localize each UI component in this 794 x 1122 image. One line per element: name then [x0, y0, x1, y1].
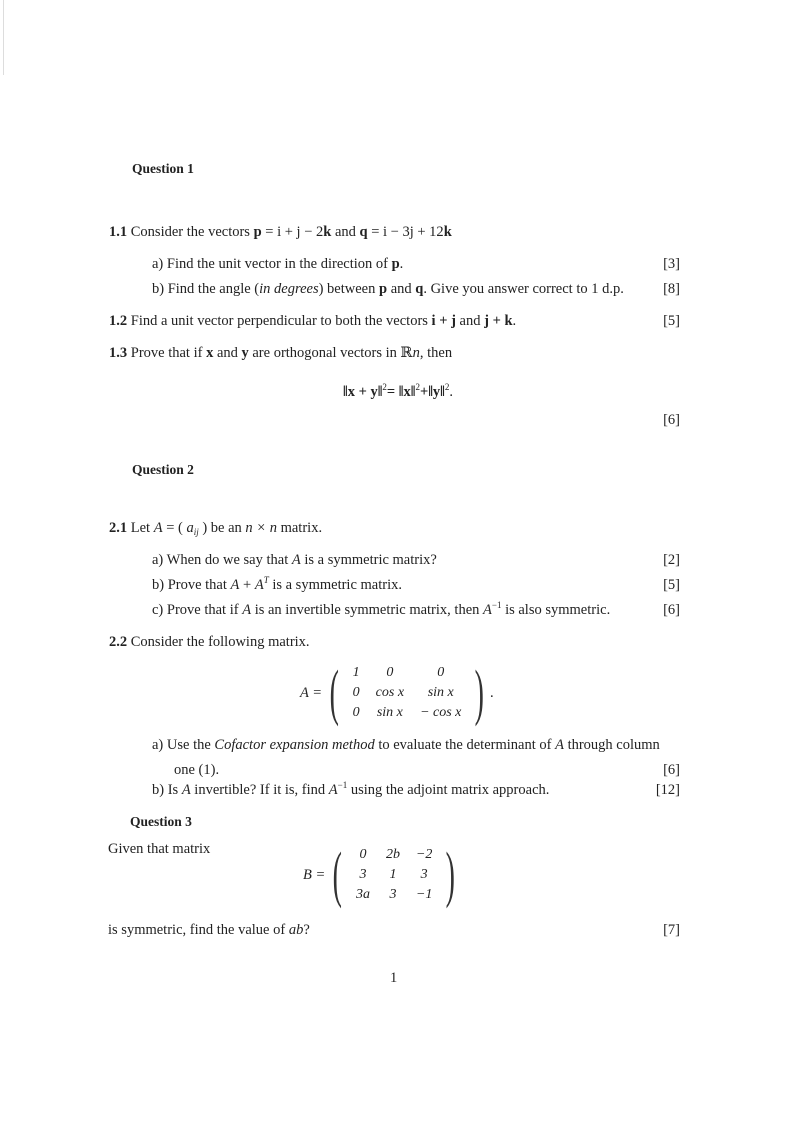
text-segment: a) When do we say that [152, 552, 292, 568]
text-segment: −1 [491, 600, 502, 610]
text-segment: Let [127, 520, 154, 536]
marks-1-3: [6] [663, 412, 680, 428]
question-2-heading: Question 2 [132, 462, 194, 477]
text-segment: and [387, 281, 416, 297]
text-segment: T [263, 575, 269, 585]
text-segment: ) between [318, 281, 379, 297]
text-segment: . [399, 256, 404, 272]
marks-2-1b: [5] [663, 577, 680, 593]
text-segment: ab [288, 922, 304, 938]
text-segment: in degrees [259, 281, 319, 297]
matrix-entry: cos x [375, 685, 405, 700]
part-2-2a [152, 736, 660, 754]
text-segment: to evaluate the determinant of [374, 737, 556, 753]
marks-2-1a: [2] [663, 552, 680, 568]
text-segment: and [455, 313, 485, 329]
part-1-2 [109, 312, 516, 330]
page-number: 1 [390, 970, 398, 986]
part-number: 1.1 [109, 224, 128, 240]
text-segment: b) Find the angle ( [152, 281, 260, 297]
equation-pythagoras: ‖x + y‖$^2$= ‖x‖$^2$+‖y‖$^2$. [343, 382, 454, 400]
text-segment: k [443, 224, 452, 240]
part-number: 2.2 [109, 634, 128, 650]
text-segment: is a symmetric matrix? [300, 552, 437, 568]
text-segment: . Give you answer correct to 1 d.p. [423, 281, 624, 297]
matrix-b-entries [348, 845, 440, 905]
matrix-entry: sin x [376, 705, 403, 720]
text-segment: a) Use the [152, 737, 215, 753]
left-paren: ( [329, 659, 339, 727]
text-segment: Consider the vectors [127, 224, 254, 240]
text-segment: y [241, 345, 249, 361]
text-segment: A [483, 602, 492, 618]
right-paren: ) [446, 841, 456, 909]
marks-1-2: [5] [663, 313, 680, 329]
text-segment: A [230, 577, 240, 593]
part-1-1 [109, 223, 452, 241]
part-2-1b [152, 576, 402, 594]
text-segment: A [291, 552, 301, 568]
marks-2-2a: [6] [663, 762, 680, 778]
text-segment: A [153, 520, 163, 536]
matrix-entry: −1 [415, 887, 433, 902]
text-segment: = i + j − 2 [261, 224, 324, 240]
text-segment: q [415, 281, 424, 297]
text-segment: b) Is [152, 782, 182, 798]
part-2-1 [109, 519, 322, 537]
text-segment: ij [193, 527, 199, 537]
part-2-2b [152, 781, 549, 799]
text-segment: q [359, 224, 368, 240]
matrix-entry: 3a [355, 887, 370, 902]
part-number: 1.3 [109, 345, 128, 361]
text-segment: −1 [337, 780, 348, 790]
part-2-2a-cont [174, 761, 219, 779]
scan-edge [3, 0, 4, 75]
marks-3: [7] [663, 922, 680, 938]
marks-2-1c: [6] [663, 602, 680, 618]
matrix-entry: 3 [389, 887, 397, 902]
matrix-a-entries [345, 663, 470, 723]
text-segment: and [331, 224, 360, 240]
text-segment: p [378, 281, 388, 297]
matrix-b-label: B = [303, 866, 326, 883]
matrix-entry: − cos x [420, 705, 462, 720]
text-segment: , then [419, 345, 453, 361]
text-segment: are orthogonal vectors in ℝ [248, 345, 413, 361]
text-segment: . [512, 313, 517, 329]
matrix-a-label: A = [300, 684, 323, 701]
marks-1-1b: [8] [663, 281, 680, 297]
matrix-entry: 0 [437, 665, 445, 680]
matrix-entry: 0 [359, 847, 367, 862]
text-segment: Cofactor expansion method [214, 737, 375, 753]
question-1-heading: Question 1 [132, 161, 194, 176]
text-segment: p [253, 224, 262, 240]
part-1-1b [152, 280, 624, 298]
text-segment: is an invertible symmetric matrix, then [251, 602, 484, 618]
matrix-entry: sin x [427, 685, 454, 700]
text-segment: c) Prove that if [152, 602, 243, 618]
text-segment: matrix. [276, 520, 323, 536]
matrix-entry: 0 [352, 685, 360, 700]
text-segment: one (1). [174, 762, 220, 778]
matrix-entry: 0 [386, 665, 394, 680]
part-2-1c [152, 601, 610, 619]
text-segment: invertible? If it is, find [190, 782, 329, 798]
part-2-1a [152, 551, 437, 569]
text-segment: A [181, 782, 191, 798]
text-segment: Prove that if [127, 345, 207, 361]
text-segment: is also symmetric. [501, 602, 611, 618]
text-segment: Consider the following matrix. [127, 634, 310, 650]
matrix-entry: 1 [352, 665, 360, 680]
part-number: 1.2 [109, 313, 128, 329]
text-segment: through column [563, 737, 660, 753]
text-segment: b) Prove that [152, 577, 231, 593]
text-segment: and [213, 345, 242, 361]
question-3-ask [108, 921, 310, 939]
text-segment: A [242, 602, 252, 618]
text-segment: j + k [484, 313, 513, 329]
text-segment: i + j [431, 313, 456, 329]
text-segment: is symmetric, find the value of [108, 922, 289, 938]
text-segment: + [239, 577, 255, 593]
text-segment: = i − 3j + 12 [367, 224, 444, 240]
question-3-heading: Question 3 [130, 814, 192, 829]
text-segment: Given that matrix [108, 841, 211, 857]
text-segment: is a symmetric matrix. [268, 577, 402, 593]
text-segment: a) Find the unit vector in the direction of [152, 256, 392, 272]
matrix-a-period: . [490, 684, 494, 701]
text-segment: A [555, 737, 564, 753]
text-segment: ? [303, 922, 310, 938]
text-segment: = ( [162, 520, 187, 536]
text-segment: using the adjoint matrix approach. [347, 782, 550, 798]
matrix-entry: 2b [385, 847, 400, 862]
part-1-1a [152, 255, 403, 273]
text-segment: p [391, 256, 400, 272]
matrix-entry: 3 [359, 867, 367, 882]
part-1-3 [109, 344, 452, 362]
question-3-intro [108, 840, 210, 858]
part-2-2 [109, 633, 310, 651]
matrix-entry: −2 [415, 847, 433, 862]
matrix-b [303, 841, 461, 909]
text-segment: x [206, 345, 214, 361]
matrix-entry: 3 [420, 867, 428, 882]
left-paren: ( [332, 841, 343, 909]
text-segment: A [254, 577, 264, 593]
right-paren: ) [475, 659, 485, 727]
marks-2-2b: [12] [655, 782, 680, 798]
text-segment: ) be an [198, 520, 246, 536]
text-segment: Find a unit vector perpendicular to both the vectors [127, 313, 432, 329]
text-segment: n × n [245, 520, 277, 536]
text-segment: a [186, 520, 194, 536]
part-number: 2.1 [109, 520, 128, 536]
marks-1-1a: [3] [663, 256, 680, 272]
matrix-a [300, 659, 494, 727]
text-segment: A [328, 782, 338, 798]
matrix-entry: 0 [352, 705, 360, 720]
text-segment: k [323, 224, 332, 240]
matrix-entry: 1 [389, 867, 397, 882]
text-segment: n [412, 345, 420, 361]
